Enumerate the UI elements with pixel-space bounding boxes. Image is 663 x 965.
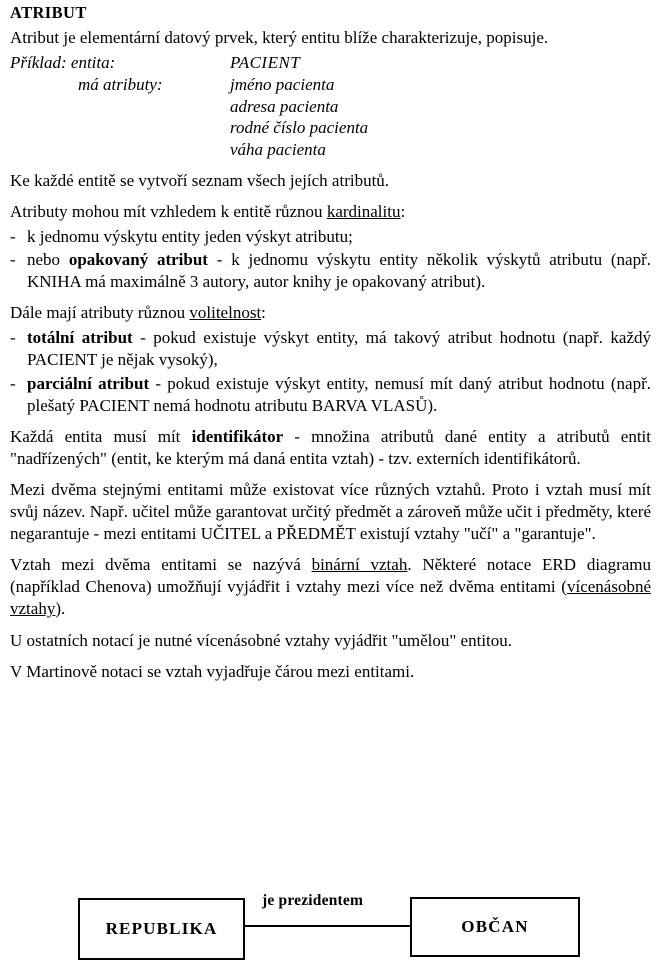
list-item: [10, 249, 651, 293]
entity-box-republika: [78, 898, 245, 960]
document-content: [10, 4, 653, 686]
other-notations-paragraph: [10, 630, 651, 652]
identifier-before: Každá entita musí mít: [10, 426, 192, 446]
example-attributes-row: [10, 74, 653, 96]
list-item-text: - pokud existuje výskyt entity, nemusí mít daný atribut hodnotu (např. plešatý PACIENT nemá hodnotu atributu BARVA VLASŮ).: [27, 373, 651, 415]
entity-label: REPUBLIKA: [105, 919, 218, 938]
multiple-relationship-term: vícenásobné vztahy: [10, 577, 651, 619]
binary-part-one: Vztah mezi dvěma entitami se nazývá: [10, 555, 312, 575]
other-notations-text: U ostatních notací je nutné vícenásobné vztahy vyjádřit "umělou" entitou.: [10, 630, 513, 650]
example-attributes-row: [10, 139, 653, 161]
relationships-paragraph: [10, 479, 651, 545]
list-item: [10, 373, 651, 417]
page-title: ATRIBUT: [10, 3, 87, 22]
example-entity-row: [10, 52, 653, 74]
example-attributes-label: má atributy:: [78, 74, 163, 94]
identifier-paragraph: [10, 426, 651, 470]
entity-label: OBČAN: [461, 917, 529, 936]
example-attributes-row: [10, 96, 653, 118]
example-attributes-row: [10, 117, 653, 139]
attribute-list-paragraph: [10, 170, 651, 192]
bullet-dash-icon: -: [10, 250, 16, 270]
identifier-after: - množina atributů dané entity a atributů entit "nadřízených" (entit, ke kterým má daná entita vztah) - tzv. externích identifikátorů.: [10, 426, 651, 468]
entity-box-obcan: [410, 897, 580, 957]
cardinality-lead-before: Atributy mohou mít vzhledem k entitě různou: [10, 201, 327, 221]
optionality-lead: [10, 302, 651, 324]
martin-notation-paragraph: [10, 661, 651, 683]
intro-paragraph: [10, 27, 651, 49]
list-item: [10, 327, 651, 371]
identifier-term: identifikátor: [191, 426, 284, 446]
example-block: [10, 52, 653, 161]
intro-text: Atribut je elementární datový prvek, který entitu blíže charakterizuje, popisuje.: [10, 27, 549, 47]
example-attribute-item: adresa pacienta: [230, 96, 339, 116]
example-attribute-item: jméno pacienta: [230, 74, 335, 94]
list-item: [10, 226, 651, 248]
list-item-text: - k jednomu výskytu entity několik výskytů atributu (např. KNIHA má maximálně 3 autory, autor knihy je opakovaný atribut).: [27, 250, 652, 292]
relationship-label: je prezidentem: [262, 892, 364, 909]
list-item-term: totální atribut: [27, 328, 133, 348]
example-attribute-item: rodné číslo pacienta: [230, 118, 369, 138]
relationships-text: Mezi dvěma stejnými entitami může existovat více různých vztahů. Proto i vztah musí mít svůj název. Např. učitel může garantovat určitý předmět a zároveň může učit i předměty, které negarantuje - mezi entitami UČITEL a PŘEDMĚT existují vztahy "učí" a "garantuje".: [10, 479, 651, 544]
bullet-dash-icon: -: [10, 373, 16, 393]
example-entity-label: Příklad: entita:: [10, 53, 116, 73]
list-item-text: - pokud existuje výskyt entity, má takový atribut hodnotu (např. každý PACIENT je nějak vysoký),: [27, 328, 651, 370]
bullet-dash-icon: -: [10, 328, 16, 348]
optionality-list: [10, 327, 653, 416]
cardinality-keyword: kardinalitu: [326, 201, 401, 221]
binary-part-two: . Některé notace ERD diagramu (například Chenova) umožňují vyjádřit i vztahy mezi více než dvěma entitami (: [10, 555, 652, 597]
relationship-line: [241, 925, 410, 927]
optionality-lead-after: :: [261, 303, 266, 323]
binary-part-three: ).: [55, 599, 66, 619]
martin-notation-text: V Martinově notaci se vztah vyjadřuje čárou mezi entitami.: [10, 661, 415, 681]
list-item-term: opakovaný atribut: [68, 250, 208, 270]
optionality-keyword: volitelnost: [189, 303, 262, 323]
cardinality-list: [10, 226, 653, 293]
binary-relationship-term: binární vztah: [311, 555, 408, 575]
cardinality-lead: [10, 201, 651, 223]
list-item-term: parciální atribut: [27, 373, 150, 393]
attribute-list-text: Ke každé entitě se vytvoří seznam všech jejích atributů.: [10, 170, 390, 190]
optionality-lead-before: Dále mají atributy různou: [10, 303, 190, 323]
list-item-text: k jednomu výskytu entity jeden výskyt atributu;: [27, 227, 353, 246]
cardinality-lead-after: :: [400, 201, 406, 221]
example-entity-value: PACIENT: [230, 53, 301, 73]
example-attribute-item: váha pacienta: [230, 140, 326, 160]
bullet-dash-icon: -: [10, 227, 16, 246]
binary-relationship-paragraph: [10, 554, 651, 620]
er-diagram: [0, 884, 663, 965]
list-item-prefix: nebo: [27, 250, 69, 270]
